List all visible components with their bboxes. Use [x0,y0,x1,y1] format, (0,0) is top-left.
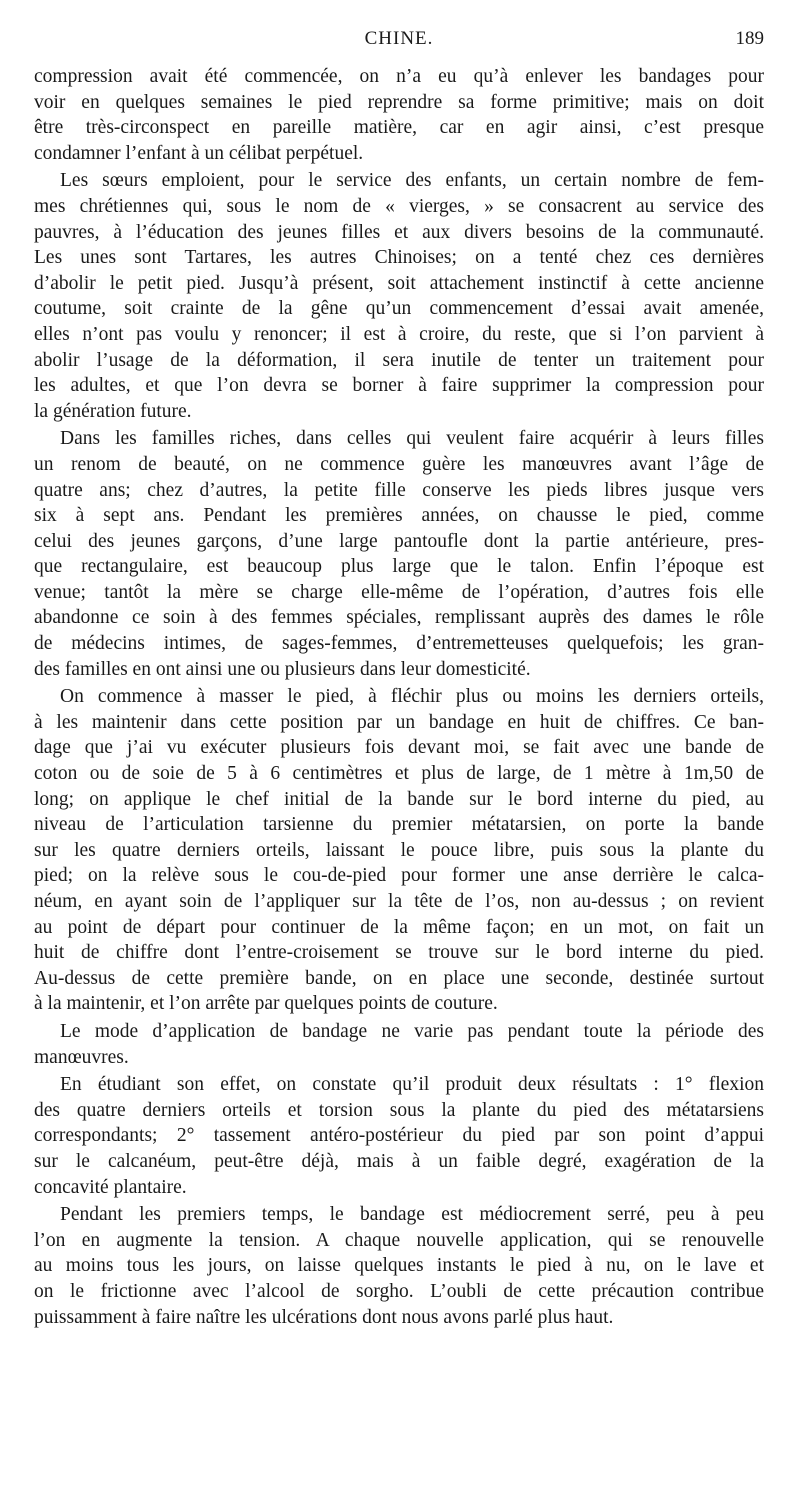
text-line: au moins tous les jours, on laisse quelques instants le pied à nu, on le lave et [34,1255,764,1277]
text-line: six à sept ans. Pendant les premières années, on chausse le pied, comme [34,505,764,527]
text-line: pauvres, à l’éducation des jeunes filles et aux divers besoins de la communauté. [34,221,764,243]
running-head: CHINE. [364,28,434,49]
page-header [34,28,764,58]
text-line: Dans les familles riches, dans celles qui veulent faire acquérir à leurs filles [60,428,764,450]
text-line: compression avait été commencée, on n’a eu qu’à enlever les bandages pour [34,66,764,87]
text-line: elles n’ont pas voulu y renoncer; il est à croire, du reste, que si l’on parvient à [34,323,764,345]
text-line: En étudiant son effet, on constate qu’il produit deux résultats : 1° flexion [60,1074,764,1096]
text-line: condamner l’enfant à un célibat perpétuel. [34,142,364,164]
page-number: 189 [735,28,764,49]
text-line: niveau de l’articulation tarsienne du premier métatarsien, on porte la bande [34,814,764,836]
book-page [34,28,764,1332]
text-line: être très-circonspect en pareille matière, car en agir ainsi, c’est presque [34,117,764,139]
text-line: puissamment à faire naître les ulcérations dont nous avons parlé plus haut. [34,1306,614,1328]
paragraph [34,1019,764,1070]
text-line: Au-dessus de cette première bande, on en place une seconde, destinée surtout [34,967,764,989]
text-line: coton ou de soie de 5 à 6 centimètres et plus de large, de 1 mètre à 1m,50 de [34,763,764,785]
text-line: coutume, soit crainte de la gêne qu’un commencement d’essai avait amenée, [34,298,764,320]
text-line: sur les quatre derniers orteils, laissant le pouce libre, puis sous la plante du [34,839,764,861]
text-line: concavité plantaire. [34,1176,187,1198]
paragraph [34,1072,764,1200]
paragraph [34,426,764,682]
text-line: dage que j’ai vu exécuter plusieurs fois devant moi, se fait avec une bande de [34,737,764,759]
text-line: Pendant les premiers temps, le bandage est médiocrement serré, peu à peu [60,1204,764,1226]
text-line: que rectangulaire, est beaucoup plus large que le talon. Enfin l’époque est [34,556,764,578]
text-line: à la maintenir, et l’on arrête par quelques points de couture. [34,993,498,1015]
text-line: des quatre derniers orteils et torsion sous la plante du pied des métatarsiens [34,1099,764,1121]
text-line: néum, en ayant soin de l’appliquer sur la tête de l’os, non au-dessus ; on revient [34,891,764,912]
text-line: celui des jeunes garçons, d’une large pantoufle dont la partie antérieure, pres- [34,530,764,552]
text-line: les adultes, et que l’on devra se borner à faire supprimer la compression pour [34,375,764,397]
paragraph [34,1202,764,1330]
text-line: à les maintenir dans cette position par un bandage en huit de chiffres. Ce ban- [34,711,764,733]
body-text [34,64,764,1330]
text-line: On commence à masser le pied, à fléchir plus ou moins les derniers orteils, [60,686,764,708]
text-line: Les unes sont Tartares, les autres Chinoises; on a tenté chez ces dernières [34,247,764,269]
text-line: long; on applique le chef initial de la bande sur le bord interne du pied, au [34,788,764,810]
text-line: d’abolir le petit pied. Jusqu’à présent, soit attachement instinctif à cette ancienne [34,272,764,294]
paragraph [34,684,764,1017]
text-line: de médecins intimes, de sages-femmes, d’entremetteuses quelquefois; les gran- [34,633,764,655]
text-line: des familles en ont ainsi une ou plusieurs dans leur domesticité. [34,658,531,680]
text-line: abandonne ce soin à des femmes spéciales, remplissant auprès des dames le rôle [34,607,764,629]
text-line: Le mode d’application de bandage ne varie pas pendant toute la période des [60,1020,764,1042]
text-line: au point de départ pour continuer de la même façon; en un mot, on fait un [34,916,764,938]
text-line: abolir l’usage de la déformation, il sera inutile de tenter un traitement pour [34,349,764,371]
text-line: l’on en augmente la tension. A chaque nouvelle application, qui se renouvelle [34,1229,764,1251]
text-line: quatre ans; chez d’autres, la petite fille conserve les pieds libres jusque vers [34,479,764,501]
text-line: manœuvres. [34,1046,129,1068]
text-line: voir en quelques semaines le pied reprendre sa forme primitive; mais on doit [34,91,764,113]
text-line: sur le calcanéum, peut-être déjà, mais à un faible degré, exagération de la [34,1150,764,1172]
text-line: la génération future. [34,400,192,422]
paragraph [34,64,764,166]
text-line: venue; tantôt la mère se charge elle-même de l’opération, d’autres fois elle [34,581,764,603]
text-line: un renom de beauté, on ne commence guère les manœuvres avant l’âge de [34,453,764,475]
text-line: on le frictionne avec l’alcool de sorgho. L’oubli de cette précaution contribue [34,1280,764,1302]
text-line: mes chrétiennes qui, sous le nom de « vierges, » se consacrent au service des [34,195,764,217]
text-line: Les sœurs emploient, pour le service des enfants, un certain nombre de fem- [60,170,764,192]
paragraph [34,168,764,424]
text-line: correspondants; 2° tassement antéro-postérieur du pied par son point d’appui [34,1125,764,1147]
text-line: pied; on la relève sous le cou-de-pied pour former une anse derrière le calca- [34,865,764,887]
text-line: huit de chiffre dont l’entre-croisement se trouve sur le bord interne du pied. [34,942,764,964]
